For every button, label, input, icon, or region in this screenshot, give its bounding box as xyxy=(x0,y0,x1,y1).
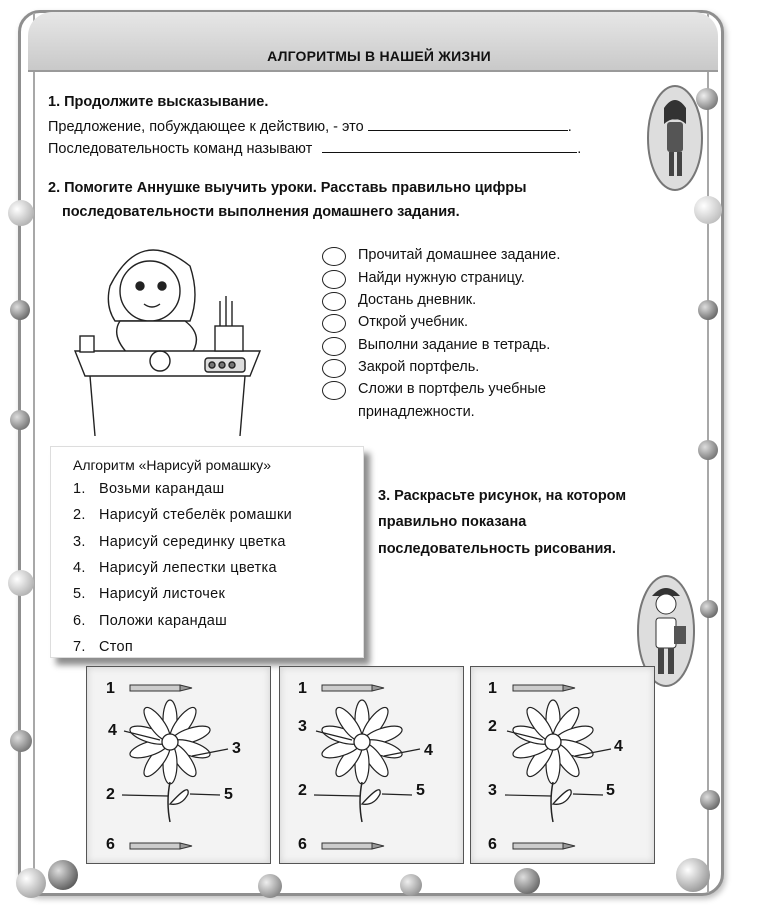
panel1-pencil-top-number: 1 xyxy=(106,680,115,697)
pointer-arrow xyxy=(573,794,603,795)
task1-heading: 1. Продолжите высказывание. xyxy=(48,94,269,110)
homework-step: Достань дневник. xyxy=(358,292,477,308)
panel1-stem-number: 2 xyxy=(106,786,115,803)
pointer-arrow xyxy=(190,794,220,795)
task1-line2: Последовательность команд называют . xyxy=(48,138,581,157)
panel2-pencil-bottom-number: 6 xyxy=(298,836,307,853)
algorithm-step: 5. Нарисуй листочек xyxy=(73,586,226,602)
task2-heading-line2: последовательности выполнения домашнего задания. xyxy=(62,204,460,220)
panel2-center-number: 4 xyxy=(424,742,433,759)
pencil-tip xyxy=(180,843,192,849)
algorithm-step: 7. Стоп xyxy=(73,639,134,655)
panel3-stem-number: 3 xyxy=(488,782,497,799)
daisy-stem xyxy=(551,782,553,822)
panel3-pencil-top-number: 1 xyxy=(488,680,497,697)
task3-line1: 3. Раскрасьте рисунок, на котором xyxy=(378,488,627,504)
panel1-leaf-number: 5 xyxy=(224,786,233,803)
algorithm-step: 4. Нарисуй лепестки цветка xyxy=(73,560,277,576)
homework-step: принадлежности. xyxy=(358,404,475,420)
daisy-leaf xyxy=(170,790,188,805)
pointer-arrow xyxy=(122,795,168,796)
pencil-tip xyxy=(563,843,575,849)
panel1-petals-number: 4 xyxy=(108,722,117,739)
algorithm-title: Алгоритм «Нарисуй ромашку» xyxy=(73,457,272,473)
daisy-stem xyxy=(168,782,170,822)
homework-step: Закрой портфель. xyxy=(358,359,480,375)
daisy-center xyxy=(162,734,178,750)
daisy-stem xyxy=(360,782,362,822)
pencil-tip xyxy=(372,685,384,691)
homework-step: Выполни задание в тетрадь. xyxy=(358,337,551,353)
panel1-pencil-bottom-number: 6 xyxy=(106,836,115,853)
pencil-tip xyxy=(563,685,575,691)
task1-line2-text: Последовательность команд называют xyxy=(48,141,313,157)
task3-line2: правильно показана xyxy=(378,514,527,530)
panel3-petals-number: 2 xyxy=(488,718,497,735)
panel2-stem-number: 2 xyxy=(298,782,307,799)
page-title: АЛГОРИТМЫ В НАШЕЙ ЖИЗНИ xyxy=(267,48,491,64)
algorithm-step: 3. Нарисуй серединку цветка xyxy=(73,534,286,550)
homework-step: Открой учебник. xyxy=(358,314,469,330)
homework-step: Сложи в портфель учебные xyxy=(358,381,546,397)
homework-step: Найди нужную страницу. xyxy=(358,270,525,286)
homework-step: Прочитай домашнее задание. xyxy=(358,247,561,263)
pencil-body xyxy=(322,685,372,691)
task1-line1: Предложение, побуждающее к действию, - это . xyxy=(48,116,572,135)
pointer-arrow xyxy=(382,794,412,795)
panel3-pencil-bottom-number: 6 xyxy=(488,836,497,853)
panel2-pencil-top-number: 1 xyxy=(298,680,307,697)
pencil-body xyxy=(513,685,563,691)
pencil-body xyxy=(513,843,563,849)
daisy-center xyxy=(354,734,370,750)
daisy-leaf xyxy=(362,790,380,805)
pointer-arrow xyxy=(314,795,360,796)
daisy-center xyxy=(545,734,561,750)
panel3-leaf-number: 5 xyxy=(606,782,615,799)
algorithm-step: 1. Возьми карандаш xyxy=(73,481,225,497)
task3-line3: последовательность рисования. xyxy=(378,541,616,557)
panel3-center-number: 4 xyxy=(614,738,623,755)
pencil-tip xyxy=(372,843,384,849)
algorithm-step: 6. Положи карандаш xyxy=(73,613,228,629)
daisy-leaf xyxy=(553,790,571,805)
pencil-body xyxy=(130,843,180,849)
pencil-body xyxy=(322,843,372,849)
pencil-tip xyxy=(180,685,192,691)
pointer-arrow xyxy=(505,795,551,796)
task2-heading-line1: 2. Помогите Аннушке выучить уроки. Расставь правильно цифры xyxy=(48,180,527,196)
task1-line1-text: Предложение, побуждающее к действию, - это xyxy=(48,119,364,135)
algorithm-step: 2. Нарисуй стебелёк ромашки xyxy=(73,507,293,523)
pencil-body xyxy=(130,685,180,691)
panel2-petals-number: 3 xyxy=(298,718,307,735)
panel2-leaf-number: 5 xyxy=(416,782,425,799)
panel1-center-number: 3 xyxy=(232,740,241,757)
